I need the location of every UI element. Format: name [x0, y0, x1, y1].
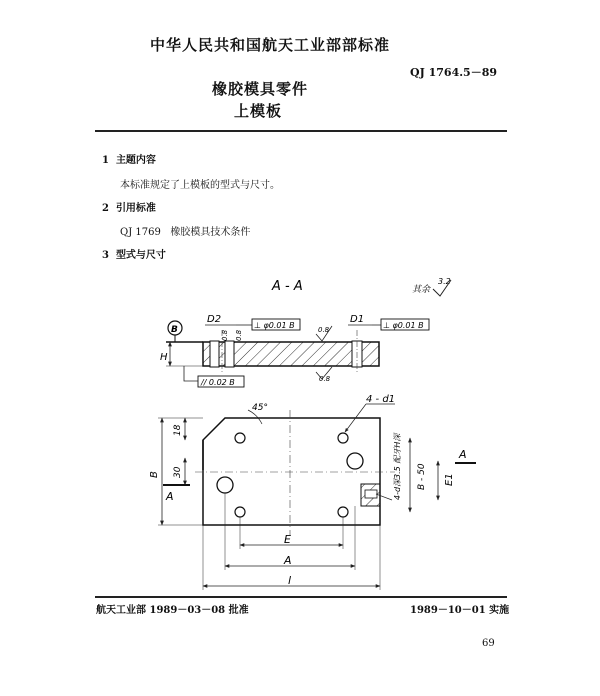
dim-d1: D1	[350, 314, 365, 325]
bore-left	[210, 341, 219, 367]
dim-e1: E1	[444, 473, 455, 486]
section-3-number: 3	[102, 250, 109, 261]
angle-45: 45°	[252, 403, 268, 413]
page-number: 69	[482, 638, 495, 649]
title-line-1: 橡胶模具零件	[212, 80, 309, 98]
issuer-heading: 中华人民共和国航天工业部部标准	[150, 36, 391, 54]
reference-title: 橡胶模具技术条件	[170, 227, 251, 238]
section-3-title: 型式与尺寸	[115, 250, 166, 261]
cut-label-left: A	[166, 490, 174, 503]
roughness-value: 3.2	[438, 277, 451, 286]
cut-label-right: A	[459, 448, 467, 461]
dim-b: B	[149, 471, 160, 478]
roughness-08-d: 0.8	[319, 375, 331, 383]
dim-18: 18	[173, 424, 183, 436]
dim-e: E	[284, 533, 291, 546]
dim-b-50: B - 50	[417, 463, 427, 490]
hole-top-right	[338, 433, 348, 443]
reference-code: QJ 1769	[120, 227, 161, 238]
roughness-08-c: 0.8	[318, 326, 330, 334]
footer-rule	[95, 596, 507, 598]
standard-number: QJ 1764.5－89	[410, 66, 498, 79]
thread-label: 4-d深3.5 配牙H深	[393, 433, 402, 500]
hole-bottom-left	[235, 507, 245, 517]
section-1-number: 1	[102, 155, 109, 166]
approval-date: 航天工业部 1989－03－08 批准	[96, 605, 249, 616]
bore-left-2	[225, 341, 234, 367]
perp-tolerance-right: ⊥ φ0.01 B	[383, 321, 424, 330]
roughness-08-a: 0.8	[221, 329, 229, 341]
effective-date: 1989－10－01 实施	[410, 605, 510, 616]
plan-view	[149, 394, 476, 590]
plate-outline	[203, 418, 380, 525]
section-2-title: 引用标准	[115, 203, 156, 214]
bore-plan-right	[347, 453, 363, 469]
section-2-number: 2	[102, 203, 109, 214]
parallel-tolerance: // 0.02 B	[201, 378, 235, 387]
hole-bottom-right	[338, 507, 348, 517]
section-1-title: 主题内容	[115, 155, 156, 166]
dim-l: l	[288, 574, 292, 587]
holes-label: 4 - d1	[366, 394, 396, 405]
section-view-label: A - A	[272, 279, 303, 294]
roughness-08-b: 0.8	[235, 329, 243, 341]
dim-a: A	[284, 554, 292, 567]
section-1-text: 本标准规定了上模板的型式与尺寸。	[120, 180, 280, 191]
perp-tolerance-left: ⊥ φ0.01 B	[254, 321, 295, 330]
dim-30: 30	[173, 466, 183, 478]
datum-label: B	[171, 325, 178, 335]
section-view	[160, 314, 429, 387]
title-line-2: 上模板	[234, 102, 283, 120]
hole-top-left	[235, 433, 245, 443]
bore-plan-left	[217, 477, 233, 493]
dim-h: H	[160, 352, 168, 363]
roughness-note: 其余	[412, 285, 431, 295]
dim-d2: D2	[207, 314, 222, 325]
